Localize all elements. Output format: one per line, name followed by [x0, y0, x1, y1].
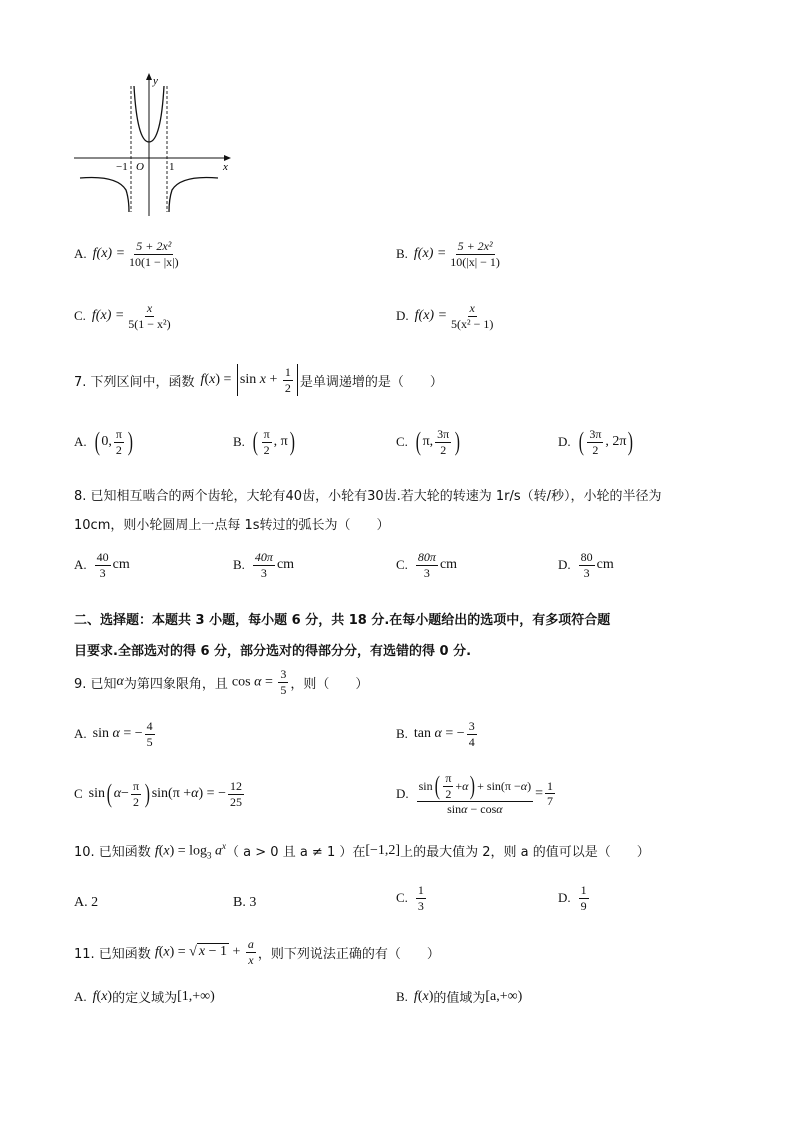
y-axis-label: y	[153, 75, 158, 87]
q7-prefix: 7. 下列区间中，函数	[74, 374, 195, 390]
q6-c-fx: f(x) =	[91, 308, 125, 324]
q6-d-label: D.	[396, 308, 409, 324]
curve-right	[169, 178, 218, 213]
q10-stem: 10. 已知函数 $f(x) = \log_3 a^x$ （ a > 0 且 a ≠ 1 ）在 [−1,2] 上的最大值为 2，则 a 的值可以是（ ）	[74, 841, 650, 861]
q8-c-label: C.	[396, 557, 408, 573]
q6-d-denominator: 5(x² − 1)	[451, 316, 494, 331]
q10-a-label: A. 2	[74, 895, 99, 910]
q9-stem: 9. 已知 α 为第四象限角，且 cos α = $\frac{3}{5}$ ，则（ ）	[74, 667, 369, 697]
q6-b-fraction	[448, 240, 502, 268]
q11-a-label: A.	[74, 988, 87, 1004]
tick-neg-one: −1	[116, 161, 128, 173]
q6-a-fraction	[127, 240, 181, 268]
q6-option-b[interactable]	[396, 240, 504, 268]
q8-d-denominator: 3	[583, 565, 590, 580]
q11-a-text: 的定义域为	[112, 991, 178, 1006]
q9-c-label: C	[74, 786, 83, 802]
q8-b-unit: cm	[276, 557, 295, 573]
q8-b-numerator: 40π	[254, 550, 273, 564]
q8-c-numerator: 80π	[417, 550, 436, 564]
q7-a-label: A.	[74, 434, 87, 450]
q6-b-label: B.	[396, 246, 408, 262]
q9-option-b[interactable]: B. tan α = − $\frac{3}{4}$	[396, 719, 475, 749]
q6-d-numerator: x	[469, 301, 475, 315]
q7-function: f(x) = sin x + $\frac{1}{2}$	[201, 364, 300, 396]
q9-suffix: ，则（ ）	[290, 676, 369, 692]
q6-d-fx: f(x) =	[414, 308, 448, 324]
q8-d-label: D.	[558, 557, 571, 573]
q11-option-a[interactable]: A. f(x) 的定义域为 [1,+∞)	[74, 988, 215, 1006]
q6-b-denominator: 10(|x| − 1)	[450, 254, 500, 269]
q9-option-c[interactable]: C sin ( α − $\frac{\pi}{2}$ ) sin(π + α ) = − $\frac{12}{25}$	[74, 779, 242, 809]
q9-option-a[interactable]: A. sin α = − $\frac{4}{5}$	[74, 719, 153, 749]
section2-heading-line2: 目要求.全部选对的得 6 分，部分选对的得部分分，有选错的得 0 分.	[74, 644, 472, 659]
q8-option-c[interactable]	[396, 551, 457, 579]
q8-a-unit: cm	[112, 557, 130, 573]
q10-c-label: C.	[396, 890, 408, 906]
q10-option-b[interactable]	[233, 895, 256, 911]
q8-b-denominator: 3	[260, 565, 267, 580]
q10-option-d[interactable]: D. $\frac{1}{9}$	[558, 883, 587, 913]
q8-a-denominator: 3	[99, 565, 106, 580]
q7-option-d[interactable]: D. ( $\frac{3\pi}{2}$ , 2π )	[558, 427, 634, 457]
q10-option-c[interactable]: C. $\frac{1}{3}$	[396, 883, 424, 913]
q10-d-label: D.	[558, 890, 571, 906]
q8-option-a[interactable]	[74, 551, 130, 579]
q11-b-label: B.	[396, 988, 408, 1004]
q11-suffix: ，则下列说法正确的有（ ）	[257, 946, 440, 962]
q6-c-label: C.	[74, 308, 86, 324]
origin-label: O	[136, 161, 144, 173]
q8-option-d[interactable]	[558, 551, 614, 579]
curve-left	[80, 178, 129, 213]
q6-a-numerator: 5 + 2x²	[136, 239, 172, 253]
q8-d-unit: cm	[596, 557, 614, 573]
q11-a-interval: [1,+∞)	[177, 988, 215, 1004]
q9-mid: 为第四象限角，且	[123, 676, 228, 692]
q7-option-b[interactable]: B. ( $\frac{\pi}{2}$ , π )	[233, 427, 295, 457]
q8-a-numerator: 40	[96, 550, 109, 564]
q6-c-fraction	[126, 302, 172, 330]
tick-one: 1	[169, 161, 175, 173]
q6-b-numerator: 5 + 2x²	[457, 239, 493, 253]
q10-suffix: 上的最大值为 2，则 a 的值可以是（ ）	[400, 845, 650, 861]
q9-option-d[interactable]: D. sin ( $\frac{\pi}{2}$ + α ) + sin(π − α ) sinα − cosα = $\frac{1}{7}$	[396, 771, 553, 817]
q8-a-label: A.	[74, 557, 87, 573]
q7-suffix: 是单调递增的是（ ）	[299, 374, 443, 390]
q6-c-numerator: x	[146, 301, 153, 315]
q9-a-label: A.	[74, 726, 87, 742]
q11-b-text: 的值域为	[433, 991, 486, 1006]
q7-stem	[74, 364, 443, 396]
function-graph	[74, 72, 234, 220]
q10-prefix: 10. 已知函数	[74, 845, 151, 861]
q9-b-label: B.	[396, 726, 408, 742]
q9-d-label: D.	[396, 785, 409, 801]
x-axis-label: x	[223, 161, 228, 173]
q6-option-a[interactable]	[74, 240, 183, 268]
q10-b-label: B. 3	[233, 895, 257, 910]
q6-a-fx: f(x) =	[92, 246, 126, 262]
q8-b-label: B.	[233, 557, 245, 573]
q7-option-c[interactable]: C. ( π, $\frac{3\pi}{2}$ )	[396, 427, 461, 457]
q8-stem-line1: 8. 已知相互啮合的两个齿轮，大轮有40齿，小轮有30齿.若大轮的转速为 1r/s（转/秒），小轮的半径为	[74, 489, 662, 504]
q6-d-fraction	[449, 302, 495, 330]
q8-d-numerator: 80	[580, 550, 593, 564]
q6-a-label: A.	[74, 246, 87, 262]
section2-heading-line1: 二、选择题：本题共 3 小题，每小题 6 分，共 18 分.在每小题给出的选项中，有多项符合题	[74, 613, 611, 628]
q8-option-b[interactable]	[233, 551, 294, 579]
q11-option-b[interactable]: B. f(x) 的值域为 [a,+∞)	[396, 988, 523, 1006]
q7-d-label: D.	[558, 434, 571, 450]
q8-c-unit: cm	[439, 557, 458, 573]
q6-c-denominator: 5(1 − x²)	[128, 316, 171, 331]
q7-c-label: C.	[396, 434, 408, 450]
q11-prefix: 11. 已知函数	[74, 946, 151, 962]
q6-option-d[interactable]	[396, 302, 497, 330]
q10-condition: （ a > 0 且 a ≠ 1 ）在	[226, 845, 366, 861]
q7-b-label: B.	[233, 434, 245, 450]
q6-b-fx: f(x) =	[413, 246, 447, 262]
q10-option-a[interactable]	[74, 895, 98, 911]
q11-stem: 11. 已知函数 f(x) = √ x − 1 + $\frac{a}{x}$ ，则下列说法正确的有（ ）	[74, 937, 440, 967]
q6-a-denominator: 10(1 − |x|)	[129, 254, 179, 269]
q7-option-a[interactable]: A. ( 0, $\frac{\pi}{2}$ )	[74, 427, 133, 457]
y-axis-arrow	[146, 73, 152, 80]
q8-c-denominator: 3	[423, 565, 430, 580]
q6-option-c[interactable]	[74, 302, 175, 330]
q10-interval: [−1,2]	[365, 842, 401, 858]
q11-b-interval: [a,+∞)	[485, 988, 523, 1004]
q9-prefix: 9. 已知	[74, 676, 117, 692]
q8-stem-line2: 10cm，则小轮圆周上一点每 1s转过的弧长为（ ）	[74, 518, 390, 533]
